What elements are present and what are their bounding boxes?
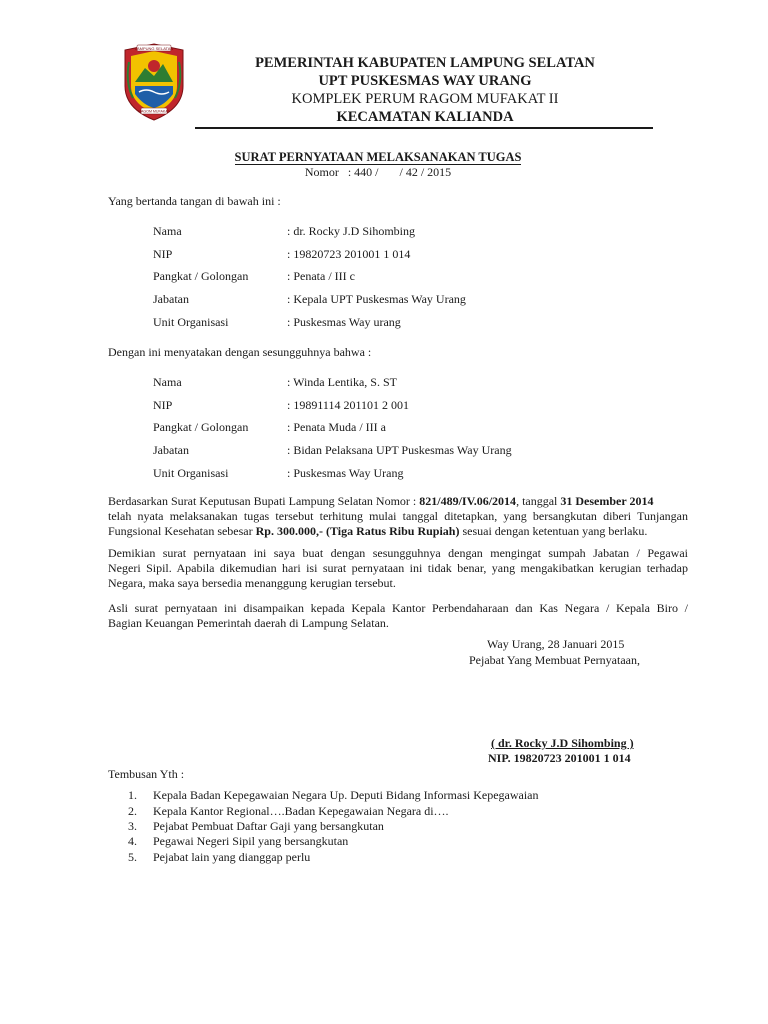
subject-rank-value: : Penata Muda / III a — [287, 420, 386, 434]
allowance-amount: Rp. 300.000,- (Tiga Ratus Ribu Rupiah) — [255, 524, 460, 538]
regency-logo — [121, 42, 187, 122]
cc-item-number: 5. — [128, 850, 137, 864]
decree-number: 821/489/IV.06/2014 — [419, 494, 517, 508]
subject-unit-label: Unit Organisasi — [153, 466, 229, 480]
signer-nip-label: NIP — [153, 247, 173, 261]
paragraph-oath-line2: Negeri Sipil. Apabila dikemudian hari isi surat pernyataan ini tidak benar, yang mengakibatkan kerugian terhadap — [108, 561, 688, 575]
cc-item: Kepala Badan Kepegawaian Negara Up. Deputi Bidang Informasi Kepegawaian — [153, 788, 539, 802]
subject-nip-value: : 19891114 201101 2 001 — [287, 398, 409, 412]
header-divider — [195, 127, 653, 129]
header-district: KECAMATAN KALIANDA — [336, 109, 514, 125]
subject-position-label: Jabatan — [153, 443, 189, 457]
subject-name-label: Nama — [153, 375, 182, 389]
paragraph-delivery-line1: Asli surat pernyataan ini disampaikan kepada Kepala Kantor Perbendaharaan dan Kas Negara / Kepala Biro / — [108, 601, 688, 615]
signer-rank-value: : Penata / III c — [287, 269, 355, 283]
decree-date: 31 Desember 2014 — [560, 494, 654, 508]
cc-item: Kepala Kantor Regional….Badan Kepegawaian Negara di…. — [153, 804, 449, 818]
paragraph-decree — [108, 494, 688, 539]
header-address: KOMPLEK PERUM RAGOM MUFAKAT II — [291, 91, 559, 107]
cc-item-number: 3. — [128, 819, 137, 833]
paragraph-oath — [108, 546, 688, 591]
subject-name-value: : Winda Lentika, S. ST — [287, 375, 397, 389]
signature-name: ( dr. Rocky J.D Sihombing ) — [491, 736, 634, 750]
signer-name-value: : dr. Rocky J.D Sihombing — [287, 224, 416, 238]
paragraph-delivery-line2: Bagian Keuangan Pemerintah daerah di Lampung Selatan. — [108, 616, 389, 630]
signer-position-label: Jabatan — [153, 292, 189, 306]
paragraph-delivery — [108, 601, 688, 631]
paragraph-decree-line2: telah nyata melaksanakan tugas tersebut terhitung mulai tanggal ditetapkan, yang bersangkutan diberi Tunjangan — [108, 509, 688, 523]
paragraph-oath-line1: Demikian surat pernyataan ini saya buat dengan sesungguhnya dengan mengingat sumpah Jabatan / Pegawai — [108, 546, 688, 560]
cc-item-number: 4. — [128, 834, 137, 848]
letter-title: SURAT PERNYATAAN MELAKSANAKAN TUGAS — [234, 150, 522, 164]
paragraph-oath-line3: Negara, maka saya bersedia menanggung kerugian tersebut. — [108, 576, 396, 590]
intro-subject: Dengan ini menyatakan dengan sesungguhnya bahwa : — [108, 345, 372, 359]
subject-position-value: : Bidan Pelaksana UPT Puskesmas Way Urang — [287, 443, 512, 457]
intro-signer: Yang bertanda tangan di bawah ini : — [108, 194, 281, 208]
signature-nip: NIP. 19820723 201001 1 014 — [488, 751, 631, 765]
subject-nip-label: NIP — [153, 398, 173, 412]
signature-role: Pejabat Yang Membuat Pernyataan, — [469, 653, 640, 667]
cc-heading: Tembusan Yth : — [108, 767, 185, 781]
subject-unit-value: : Puskesmas Way Urang — [287, 466, 404, 480]
signer-unit-value: : Puskesmas Way urang — [287, 315, 401, 329]
logo-bottom-text: RAGOM MUFAKAT — [138, 109, 170, 114]
signer-unit-label: Unit Organisasi — [153, 315, 229, 329]
paragraph-decree-line1: Berdasarkan Surat Keputusan Bupati Lampung Selatan Nomor : 821/489/IV.06/2014, tanggal 31 Desember 2014 — [108, 494, 654, 508]
logo-top-text: LAMPUNG SELATAN — [134, 45, 174, 51]
header-government: PEMERINTAH KABUPATEN LAMPUNG SELATAN — [255, 55, 595, 71]
cc-item-number: 2. — [128, 804, 137, 818]
signer-name-label: Nama — [153, 224, 182, 238]
signature-place-date: Way Urang, 28 Januari 2015 — [487, 637, 625, 651]
signer-nip-value: : 19820723 201001 1 014 — [287, 247, 411, 261]
signer-rank-label: Pangkat / Golongan — [153, 269, 249, 283]
header-institution: UPT PUSKESMAS WAY URANG — [318, 73, 532, 89]
subject-rank-label: Pangkat / Golongan — [153, 420, 249, 434]
signer-position-value: : Kepala UPT Puskesmas Way Urang — [287, 292, 466, 306]
paragraph-decree-line3: Fungsional Kesehatan sebesar Rp. 300.000,- (Tiga Ratus Ribu Rupiah) sesuai dengan ketentuan yang berlaku. — [108, 524, 648, 538]
cc-item-number: 1. — [128, 788, 137, 802]
cc-item: Pegawai Negeri Sipil yang bersangkutan — [153, 834, 349, 848]
cc-item: Pejabat Pembuat Daftar Gaji yang bersangkutan — [153, 819, 384, 833]
cc-item: Pejabat lain yang dianggap perlu — [153, 850, 311, 864]
letter-number: Nomor : 440 / / 42 / 2015 — [304, 165, 452, 179]
